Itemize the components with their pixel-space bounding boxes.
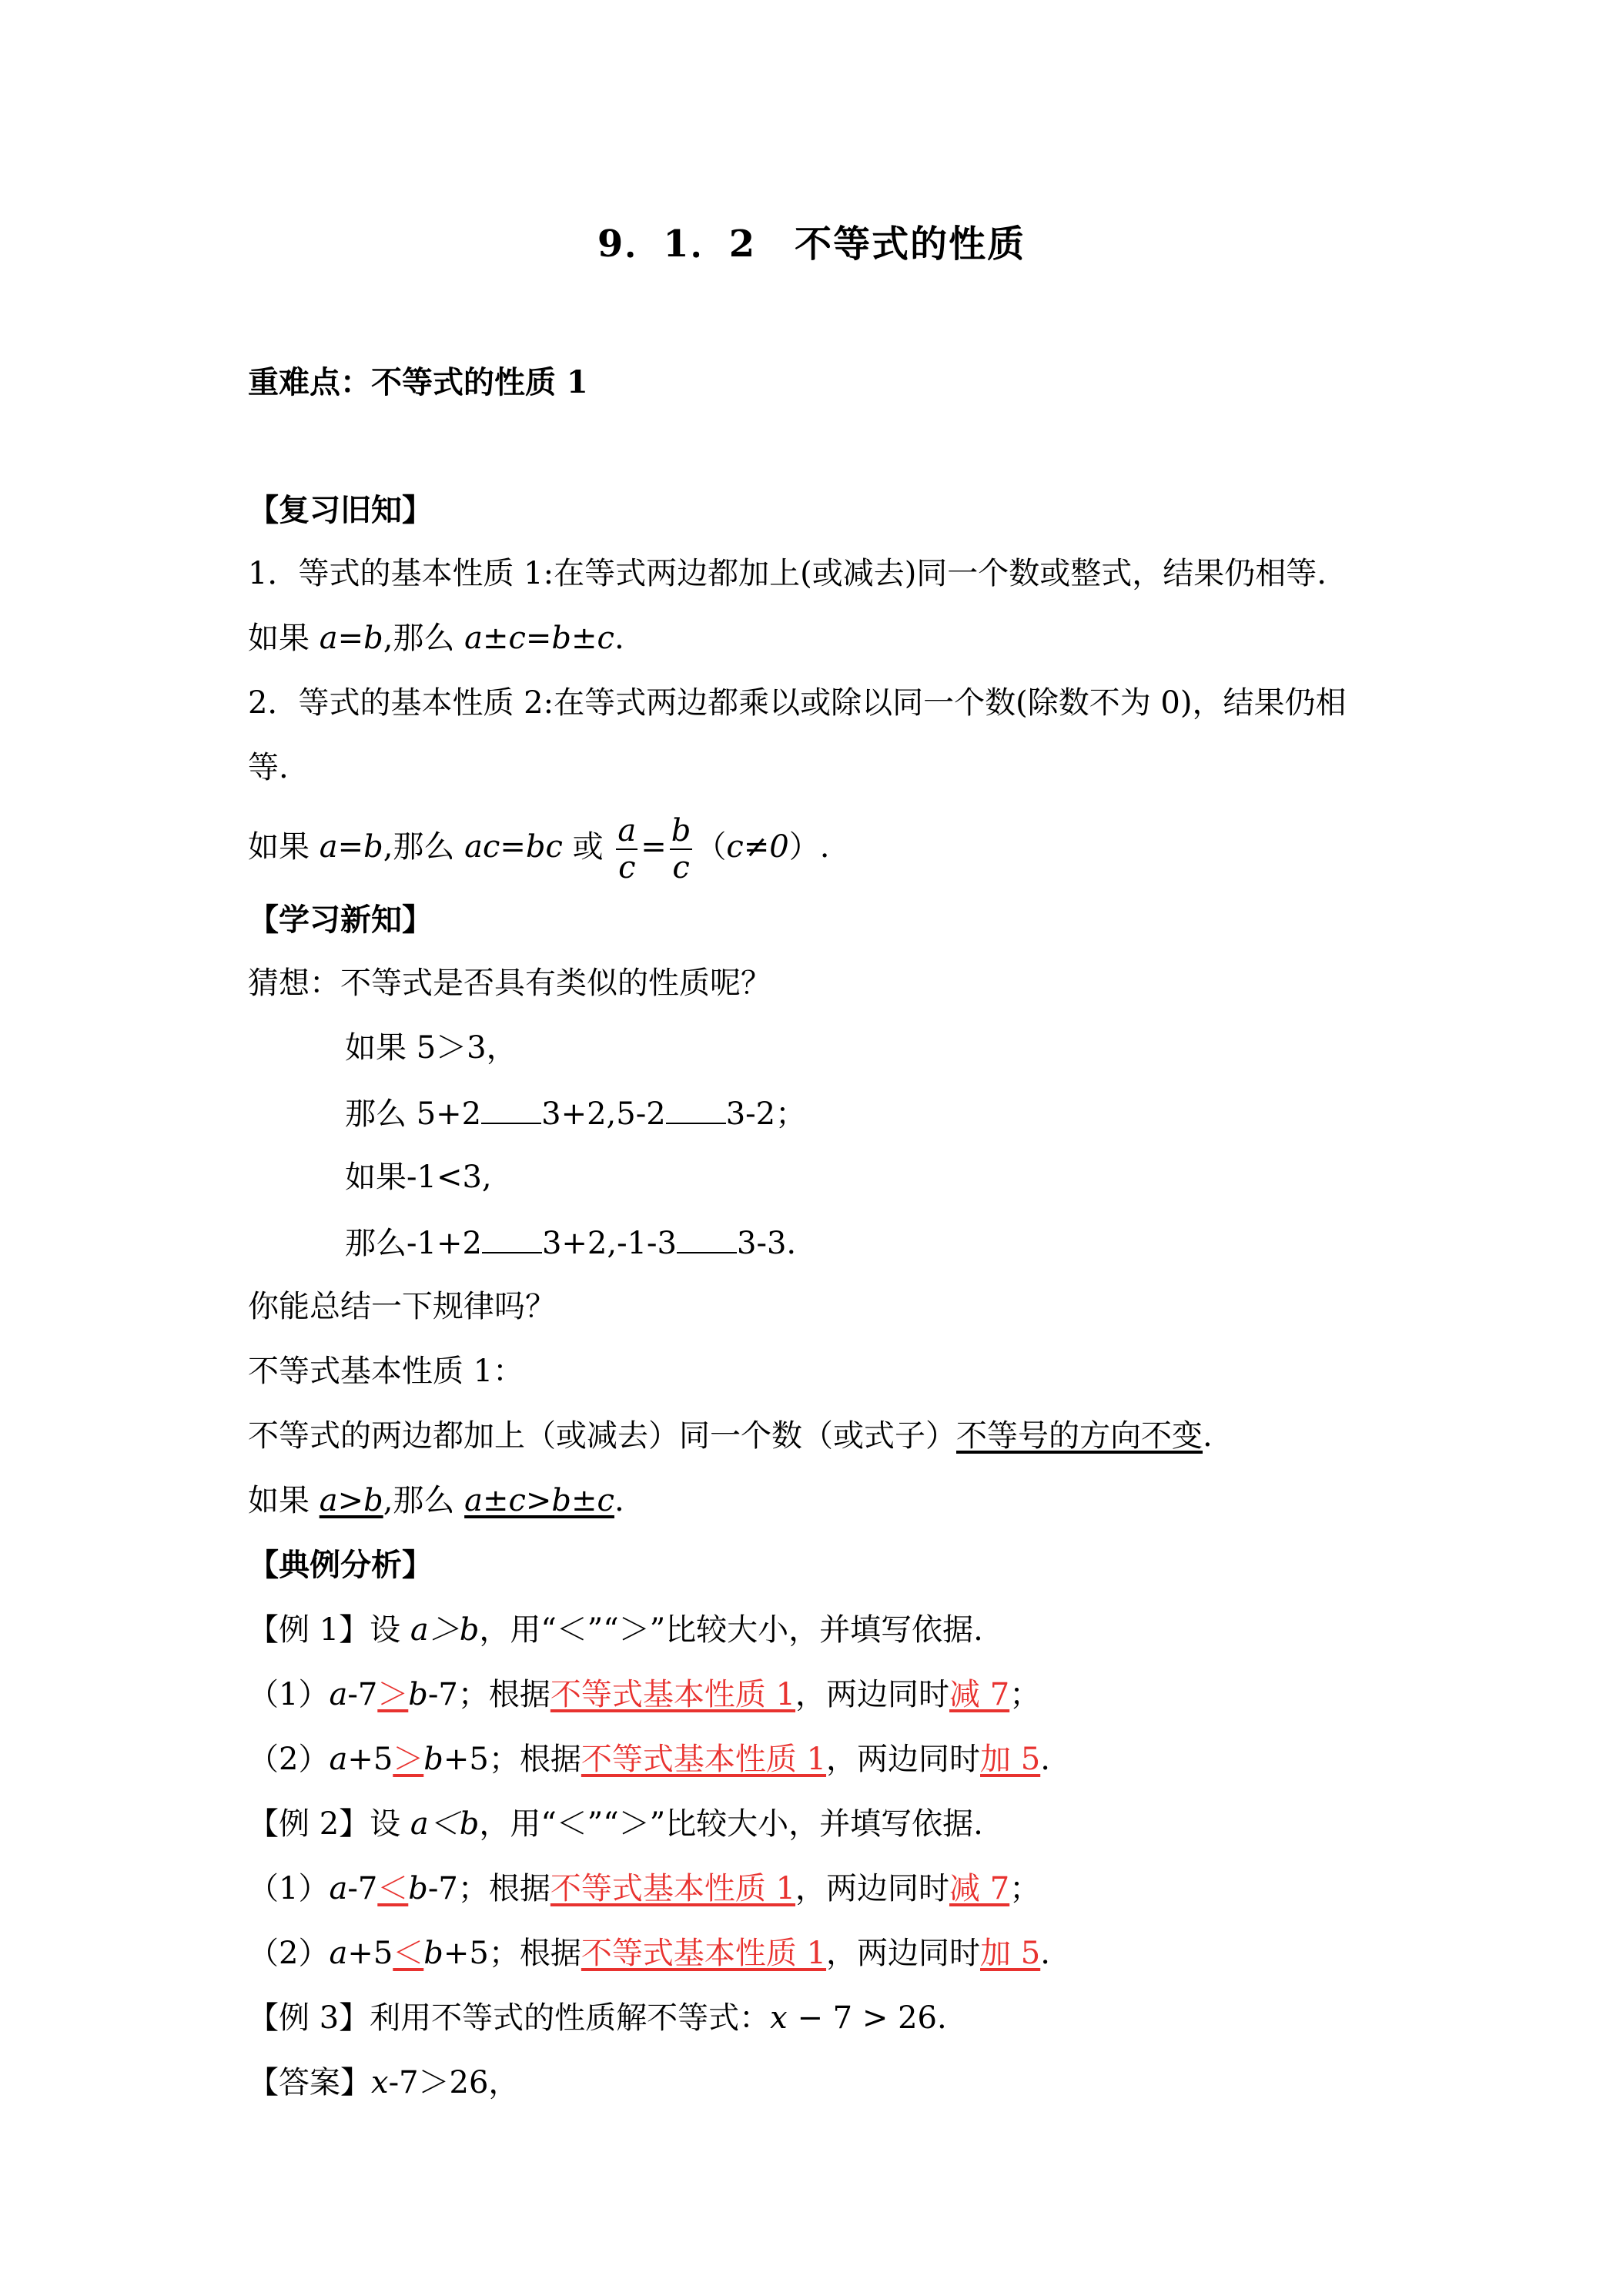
answer-basis: 不等式基本性质 1 [581, 1936, 827, 1971]
answer-line: 【答案】x-7＞26， [248, 2065, 520, 2100]
answer-sign: ＞ [393, 1742, 424, 1777]
property-statement: 不等式的两边都加上（或减去）同一个数（或式子）不等号的方向不变. [248, 1418, 1213, 1454]
answer-action: 减 7 [949, 1871, 1010, 1906]
answer-basis: 不等式基本性质 1 [581, 1742, 827, 1777]
example-line-2: 那么 5+2 3+2,5-2 3-2； [345, 1092, 806, 1135]
answer-basis: 不等式基本性质 1 [550, 1871, 796, 1906]
example-line-1: 如果 5＞3， [345, 1030, 517, 1066]
property-title: 不等式基本性质 1： [248, 1354, 524, 1389]
answer-sign: ＞ [377, 1677, 409, 1712]
answer-sign: ＜ [393, 1936, 424, 1971]
property-formula: 如果 a>b,那么 a±c>b±c. [248, 1483, 624, 1518]
example-2-item-1: （1）a-7＜b-7；根据不等式基本性质 1，两边同时减 7； [248, 1871, 1041, 1906]
fraction-a-over-c: $\frac{a}{c}$ [617, 813, 637, 885]
review-property-2-formula: 如果 a=b,那么 ac=bc 或 $\frac{a}{c}$ = $\frac{b}{c}$ （c≠0）. [248, 813, 830, 885]
example-1-item-1: （1）a-7＞b-7；根据不等式基本性质 1，两边同时减 7； [248, 1677, 1041, 1712]
answer-basis: 不等式基本性质 1 [550, 1677, 796, 1712]
fraction-b-over-c: $\frac{b}{c}$ [671, 813, 691, 885]
example-1-heading: 【例 1】设 a＞b，用“＜”“＞”比较大小，并填写依据. [248, 1612, 983, 1648]
key-point: 重难点：不等式的性质 1 [248, 364, 588, 400]
answer-blank[interactable] [677, 1221, 737, 1253]
guess-line: 猜想：不等式是否具有类似的性质呢？ [248, 966, 771, 1001]
section-review-heading: 【复习旧知】 [248, 492, 433, 528]
answer-action: 减 7 [949, 1677, 1010, 1712]
answer-action: 加 5 [980, 1742, 1041, 1777]
answer-action: 加 5 [980, 1936, 1041, 1971]
section-new-heading: 【学习新知】 [248, 902, 433, 938]
review-property-1: 1．等式的基本性质 1:在等式两边都加上(或减去)同一个数或整式，结果仍相等. [248, 556, 1327, 591]
answer-blank[interactable] [666, 1092, 726, 1124]
review-property-2-cont: 等. [248, 750, 289, 785]
example-1-item-2: （2）a+5＞b+5；根据不等式基本性质 1，两边同时加 5. [248, 1742, 1050, 1777]
summary-question: 你能总结一下规律吗？ [248, 1289, 556, 1324]
answer-blank[interactable] [482, 1221, 542, 1253]
answer-blank[interactable] [481, 1092, 541, 1124]
section-example-heading: 【典例分析】 [248, 1547, 433, 1583]
example-3-heading: 【例 3】利用不等式的性质解不等式：x − 7 > 26. [248, 2000, 947, 2036]
example-line-3: 如果-1<3, [345, 1160, 492, 1195]
example-2-heading: 【例 2】设 a＜b，用“＜”“＞”比较大小，并填写依据. [248, 1806, 983, 1842]
review-property-2: 2．等式的基本性质 2:在等式两边都乘以或除以同一个数(除数不为 0)，结果仍相 [248, 685, 1347, 721]
example-line-4: 那么-1+2 3+2,-1-3 3-3. [345, 1221, 796, 1264]
answer-sign: ＜ [377, 1871, 409, 1906]
example-2-item-2: （2）a+5＜b+5；根据不等式基本性质 1，两边同时加 5. [248, 1936, 1050, 1971]
page-title: 9．1．2 不等式的性质 [597, 223, 1026, 266]
review-property-1-formula: 如果 a=b,那么 a±c=b±c. [248, 621, 624, 656]
